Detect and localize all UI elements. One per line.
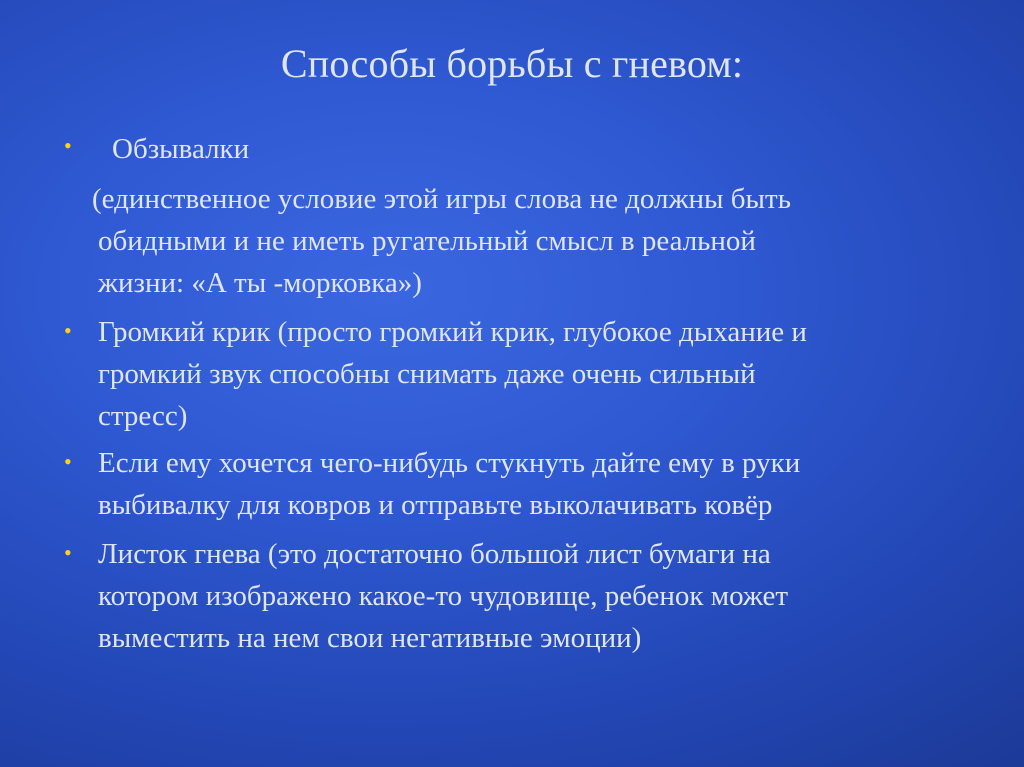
- bullet-2-line-1: Громкий крик (просто громкий крик, глубокое дыхание и: [98, 316, 807, 348]
- slide-title: Способы борьбы с гневом:: [280, 41, 744, 86]
- bullet-4-line-1: Листок гнева (это достаточно большой лист бумаги на: [98, 538, 771, 570]
- bullet-3-line-2: выбивалку для ковров и отправьте выколачивать ковёр: [98, 489, 773, 521]
- bullet-1-line-4: жизни: «А ты -морковка»): [98, 267, 422, 299]
- bullet-dot-4: •: [64, 540, 72, 565]
- bullet-1-line-2: (единственное условие этой игры слова не должны быть: [92, 183, 791, 215]
- bullet-3-line-1: Если ему хочется чего-нибудь стукнуть дайте ему в руки: [98, 447, 801, 479]
- bullet-2-line-3: стресс): [98, 400, 188, 432]
- bullet-dot-2: •: [64, 318, 72, 343]
- bullet-1-line-3: обидными и не иметь ругательный смысл в реальной: [98, 225, 756, 257]
- bullet-dot-3: •: [64, 449, 72, 474]
- bullet-2-line-2: громкий звук способны снимать даже очень сильный: [98, 358, 756, 390]
- bullet-dot-1: •: [64, 133, 72, 158]
- bullet-4-line-3: выместить на нем свои негативные эмоции): [98, 622, 642, 654]
- bullet-4-line-2: котором изображено какое-то чудовище, ребенок может: [98, 580, 789, 612]
- bullet-1-heading: Обзывалки: [112, 133, 250, 165]
